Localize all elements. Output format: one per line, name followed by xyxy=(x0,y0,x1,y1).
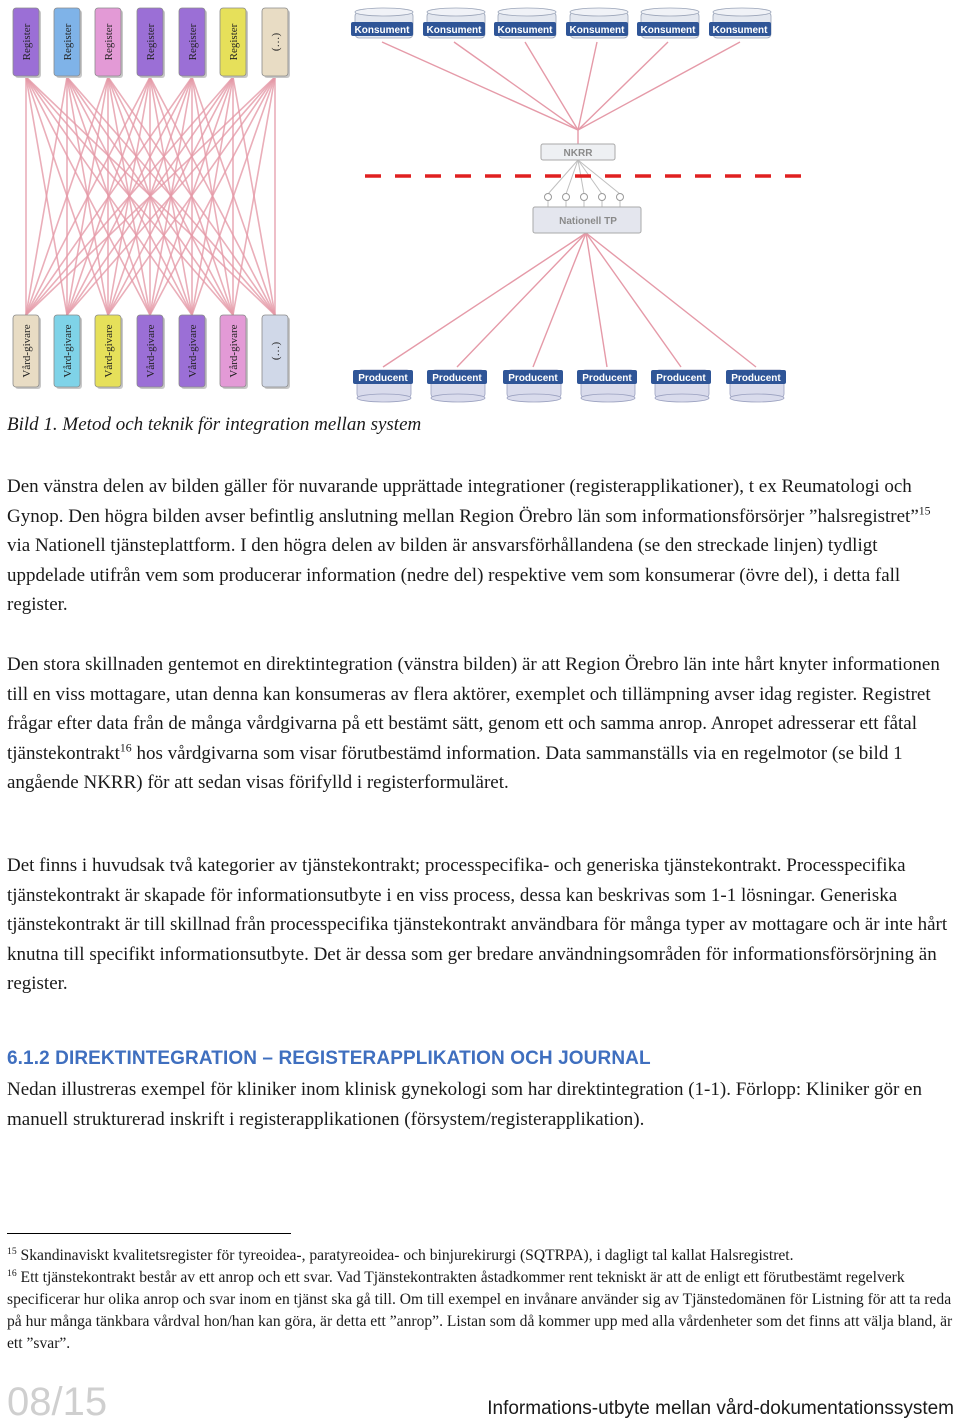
paragraph-3: Det finns i huvudsak två kategorier av tjänstekontrakt; processpecifika- och generiska tjänstekontrakt. Processpecifika tjänstekontrakt är skapade för informationsutbyte i en viss process, dessa kan beskrivas som 1-1 lösningar. Generiska tjänstekontrakt är till skillnad från processpecifika tjänstekontrakt användbara för många typer av mottagare och är inte hårt knutna till specifikt informationsutbyte. Det är dessa som ger bredare användningsområden för informationsförsörjning än register. xyxy=(7,855,948,995)
consumer-cylinder-top xyxy=(641,8,699,16)
register-box-label: Register xyxy=(21,23,33,61)
nkrr-label: NKRR xyxy=(563,148,593,159)
consumer-cylinder-top xyxy=(498,8,556,16)
producer-line xyxy=(586,233,607,367)
paragraph-4: Nedan illustreras exempel för kliniker inom klinisk gynekologi som har direktintegration (1-1). Förlopp: Kliniker gör en manuell strukturerad inskrift i registerapplikationen (försystem/registerapplikation). xyxy=(7,1079,922,1130)
connector-pin xyxy=(617,194,624,201)
producer-cylinder-bottom xyxy=(357,394,411,402)
producer-cylinder-bottom xyxy=(581,394,635,402)
consumer-label: Konsument xyxy=(497,25,553,36)
consumer-label: Konsument xyxy=(640,25,696,36)
producer-label: Producent xyxy=(358,373,408,384)
producer-line xyxy=(586,233,756,367)
consumer-label: Konsument xyxy=(712,25,768,36)
register-box-label: Register xyxy=(103,23,115,61)
footnote-15: $^{15}$ Skandinaviskt kvalitetsregister för tyreoidea-, paratyreoidea- och binjurekirurgi (SQTRPA), i dagligt tal kallat Halsregistret. xyxy=(7,1245,794,1264)
consumer-label: Konsument xyxy=(569,25,625,36)
care-provider-box-label: Vård-givare xyxy=(21,324,33,378)
producer-label: Producent xyxy=(731,373,781,384)
platform-label: Nationell TP xyxy=(559,216,617,227)
consumer-line xyxy=(525,42,578,130)
producer-line xyxy=(586,233,681,367)
connector-pin xyxy=(545,194,552,201)
care-provider-box-label: Vård-givare xyxy=(103,324,115,378)
producer-cylinder-bottom xyxy=(730,394,784,402)
document-title: Informations-utbyte mellan vård-dokumentationssystem xyxy=(487,1398,954,1419)
consumer-line xyxy=(578,42,597,130)
consumer-line xyxy=(382,42,578,130)
register-box-label: Register xyxy=(145,23,157,61)
consumer-line xyxy=(578,42,668,130)
footnote-ref-16[interactable]: 16 xyxy=(119,741,132,755)
producer-cylinder-bottom xyxy=(507,394,561,402)
consumer-label: Konsument xyxy=(354,25,410,36)
consumer-line xyxy=(454,42,578,130)
consumer-cylinder-top xyxy=(570,8,628,16)
consumer-cylinder-top xyxy=(355,8,413,16)
producer-cylinder-bottom xyxy=(431,394,485,402)
producer-line xyxy=(533,233,586,367)
register-box-label: (…) xyxy=(270,32,282,52)
producer-line xyxy=(383,233,586,367)
care-provider-box-label: Vård-givare xyxy=(228,324,240,378)
connector-pin xyxy=(581,194,588,201)
care-provider-box-label: Vård-givare xyxy=(187,324,199,378)
register-box-label: Register xyxy=(62,23,74,61)
paragraph-1: Den vänstra delen av bilden gäller för nuvarande upprättade integrationer (registerapplikationer), t ex Reumatologi och Gynop. Den högra bilden avser befintlig anslutning mellan Region Örebro län som informationsförsörjer ”halsregistret”$^{15}$ via Nationell tjänsteplattform. I den högra delen av bilden är ansvarsförhållandena (se den streckade linjen) tydligt uppdelade utifrån vem som producerar information (nedre del) respektive vem som konsumerar (övre del), i detta fall register. xyxy=(7,476,931,616)
page-number: 08/15 xyxy=(7,1380,108,1424)
consumer-cylinder-top xyxy=(713,8,771,16)
connector-pin xyxy=(563,194,570,201)
consumer-line xyxy=(578,42,740,130)
register-box-label: Register xyxy=(187,23,199,61)
integration-diagram xyxy=(0,0,960,405)
connector-pin xyxy=(599,194,606,201)
footnote-16: $^{16}$ Ett tjänstekontrakt består av ett anrop och ett svar. Vad Tjänstekontrakten åstadkommer rent tekniskt är att de enligt ett förutbestämt regelverk specificerar hur olika anrop och svar inom en tjänst ska gå till. Om till exempel en invånare använder sig av Tjänstedomänen för Listning för att ta reda på hur många tänkbara vårdval hon/han kan göra, är detta ett ”anrop”. Listan som då kommer upp med alla vårdenheter som det finns att välja bland, är ett ”svar”. xyxy=(7,1267,953,1352)
producer-label: Producent xyxy=(656,373,706,384)
producer-label: Producent xyxy=(432,373,482,384)
figure-caption: Bild 1. Metod och teknik för integration mellan system xyxy=(7,414,422,435)
producer-cylinder-bottom xyxy=(655,394,709,402)
consumer-cylinder-top xyxy=(427,8,485,16)
section-heading: 6.1.2 DIREKTINTEGRATION – REGISTERAPPLIKATION OCH JOURNAL xyxy=(7,1048,651,1069)
producer-label: Producent xyxy=(582,373,632,384)
care-provider-box-label: Vård-givare xyxy=(145,324,157,378)
producer-line xyxy=(457,233,586,367)
footnote-ref-15[interactable]: 15 xyxy=(918,504,931,518)
footnote-separator xyxy=(7,1233,291,1234)
register-box-label: Register xyxy=(228,23,240,61)
consumer-label: Konsument xyxy=(426,25,482,36)
producer-label: Producent xyxy=(508,373,558,384)
care-provider-box-label: Vård-givare xyxy=(62,324,74,378)
care-provider-box-label: (…) xyxy=(270,341,282,361)
paragraph-2: Den stora skillnaden gentemot en direktintegration (vänstra bilden) är att Region Örebro län inte hårt knyter informationen till en viss mottagare, utan denna kan konsumeras av flera aktörer, exemplet och tillämpning avser idag register. Registret frågar efter data från de många vårdgivarna på ett bestämt sätt, genom ett och samma anrop. Anropet adresserar ett fåtal tjänstekontrakt$^{16}$ hos vårdgivarna som visar förutbestämd information. Data sammanställs via en regelmotor (se bild 1 angående NKRR) för att sedan visas förifylld i registerformuläret. xyxy=(7,654,940,794)
